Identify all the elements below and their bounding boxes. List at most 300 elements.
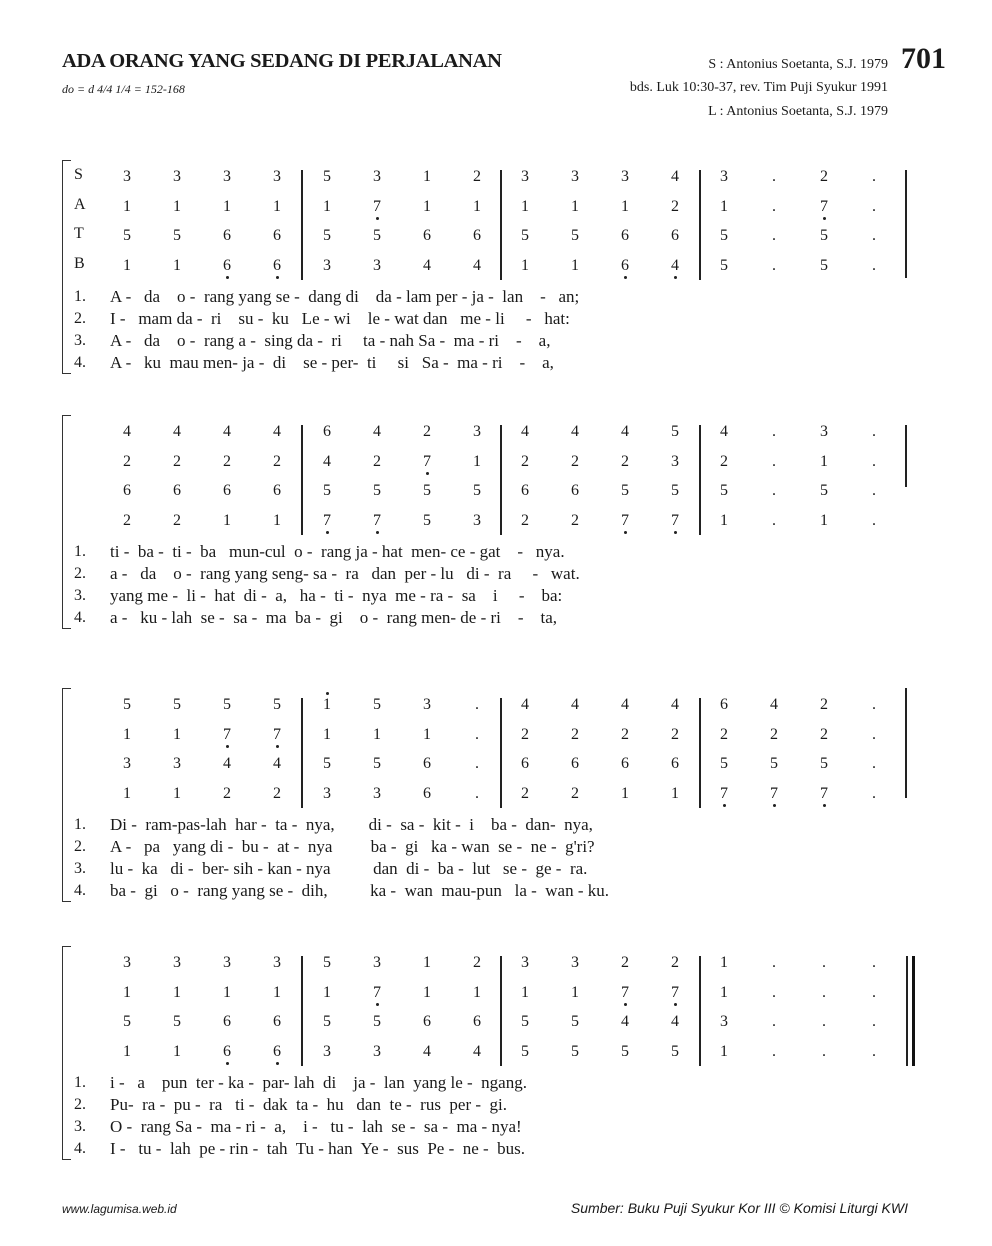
hold-dot: . bbox=[772, 1042, 776, 1060]
note: 6 bbox=[173, 482, 181, 499]
system-brace bbox=[62, 415, 71, 629]
note: 1 bbox=[323, 696, 331, 713]
note: 6 bbox=[123, 482, 131, 499]
lyric-line: yang me - li - hat di - a, ha - ti - nya me - ra - sa i - ba: bbox=[110, 586, 563, 605]
note: 3 bbox=[123, 168, 131, 185]
hold-dot: . bbox=[872, 227, 876, 244]
lyric-line: A - da o - rang a - sing da - ri ta - nah Sa - ma - ri - a, bbox=[110, 331, 551, 350]
bar-line bbox=[301, 698, 303, 808]
note: 1 bbox=[820, 452, 828, 470]
note: 4 bbox=[720, 423, 728, 440]
octave-low-dot bbox=[624, 1003, 627, 1006]
song-title: ADA ORANG YANG SEDANG DI PERJALANAN bbox=[62, 50, 502, 72]
note: 4 bbox=[423, 256, 431, 274]
note: 4 bbox=[571, 423, 579, 440]
note: 2 bbox=[521, 511, 529, 529]
note: 6 bbox=[423, 227, 431, 244]
octave-low-dot bbox=[376, 1003, 379, 1006]
note: 1 bbox=[273, 983, 281, 1001]
verse-number: 4. bbox=[74, 882, 86, 899]
voice-label: T bbox=[74, 225, 84, 242]
note: 7 bbox=[820, 197, 828, 215]
bar-line bbox=[500, 425, 502, 535]
verse-number: 3. bbox=[74, 860, 86, 877]
note: 5 bbox=[173, 227, 181, 244]
hold-dot: . bbox=[872, 197, 876, 215]
note: 5 bbox=[671, 1042, 679, 1060]
lyric-line: i - a pun ter - ka - par- lah di ja - lan yang le - ngang. bbox=[110, 1073, 527, 1092]
octave-low-dot bbox=[376, 531, 379, 534]
verse-number: 2. bbox=[74, 1096, 86, 1113]
note: 5 bbox=[571, 1042, 579, 1060]
note: 6 bbox=[223, 482, 231, 499]
note: 5 bbox=[720, 227, 728, 244]
note: 7 bbox=[373, 511, 381, 529]
verse-number: 3. bbox=[74, 587, 86, 604]
lyric-line: ti - ba - ti - ba mun-cul o - rang ja - hat men- ce - gat - nya. bbox=[110, 542, 565, 561]
note: 6 bbox=[273, 1013, 281, 1030]
verse-number: 1. bbox=[74, 816, 86, 833]
note: 5 bbox=[671, 423, 679, 440]
lyric-line: a - da o - rang yang seng- sa - ra dan per - lu di - ra - wat. bbox=[110, 564, 580, 583]
verse-number: 1. bbox=[74, 543, 86, 560]
note: 1 bbox=[173, 725, 181, 743]
note: 5 bbox=[621, 482, 629, 499]
note: 1 bbox=[123, 784, 131, 802]
note: 5 bbox=[323, 954, 331, 971]
note: 3 bbox=[173, 755, 181, 772]
bar-line bbox=[500, 698, 502, 808]
note: 4 bbox=[770, 696, 778, 713]
note: 3 bbox=[373, 784, 381, 802]
note: 1 bbox=[323, 725, 331, 743]
octave-low-dot bbox=[624, 276, 627, 279]
note: 6 bbox=[423, 755, 431, 772]
note: 2 bbox=[521, 725, 529, 743]
footer-website: www.lagumisa.web.id bbox=[62, 1202, 177, 1216]
note: 3 bbox=[473, 511, 481, 529]
note: 5 bbox=[173, 696, 181, 713]
note: 6 bbox=[273, 482, 281, 499]
bar-line bbox=[905, 688, 907, 798]
note: 6 bbox=[621, 227, 629, 244]
note: 1 bbox=[123, 725, 131, 743]
note: 5 bbox=[423, 511, 431, 529]
bar-line bbox=[699, 956, 701, 1066]
note: 2 bbox=[173, 511, 181, 529]
note: 1 bbox=[123, 256, 131, 274]
hold-dot: . bbox=[822, 954, 826, 971]
note: 2 bbox=[820, 696, 828, 713]
note: 1 bbox=[323, 983, 331, 1001]
verse-number: 1. bbox=[74, 1074, 86, 1091]
note: 5 bbox=[373, 696, 381, 713]
note: 1 bbox=[173, 197, 181, 215]
note: 1 bbox=[123, 1042, 131, 1060]
hold-dot: . bbox=[872, 482, 876, 499]
note: 1 bbox=[423, 954, 431, 971]
note: 4 bbox=[671, 1013, 679, 1030]
lyric-line: A - da o - rang yang se - dang di da - lam per - ja - lan - an; bbox=[110, 287, 580, 306]
hold-dot: . bbox=[872, 1042, 876, 1060]
note: 1 bbox=[473, 197, 481, 215]
hold-dot: . bbox=[772, 1013, 776, 1030]
verse-number: 4. bbox=[74, 1140, 86, 1157]
note: 3 bbox=[423, 696, 431, 713]
note: 5 bbox=[571, 1013, 579, 1030]
note: 5 bbox=[521, 1013, 529, 1030]
hold-dot: . bbox=[772, 954, 776, 971]
verse-number: 3. bbox=[74, 1118, 86, 1135]
note: 5 bbox=[820, 755, 828, 772]
note: 4 bbox=[621, 696, 629, 713]
note: 3 bbox=[571, 954, 579, 971]
note: 2 bbox=[521, 784, 529, 802]
note: 7 bbox=[423, 452, 431, 470]
note: 2 bbox=[373, 452, 381, 470]
hold-dot: . bbox=[872, 511, 876, 529]
note: 6 bbox=[621, 256, 629, 274]
note: 6 bbox=[571, 482, 579, 499]
note: 3 bbox=[671, 452, 679, 470]
note: 1 bbox=[323, 197, 331, 215]
note: 5 bbox=[323, 1013, 331, 1030]
hold-dot: . bbox=[872, 954, 876, 971]
note: 1 bbox=[223, 197, 231, 215]
note: 1 bbox=[571, 983, 579, 1001]
bar-line bbox=[301, 956, 303, 1066]
hold-dot: . bbox=[872, 696, 876, 713]
note: 2 bbox=[671, 197, 679, 215]
octave-high-dot bbox=[326, 692, 329, 695]
note: 4 bbox=[621, 1013, 629, 1030]
note: 1 bbox=[223, 511, 231, 529]
note: 2 bbox=[820, 168, 828, 185]
bar-line bbox=[500, 170, 502, 280]
note: 5 bbox=[720, 256, 728, 274]
note: 6 bbox=[521, 755, 529, 772]
note: 5 bbox=[720, 755, 728, 772]
lyric-line: I - mam da - ri su - ku Le - wi le - wat dan me - li - hat: bbox=[110, 309, 570, 328]
note: 1 bbox=[173, 983, 181, 1001]
note: 7 bbox=[223, 725, 231, 743]
octave-low-dot bbox=[226, 1062, 229, 1065]
voice-label: A bbox=[74, 195, 86, 213]
note: 6 bbox=[571, 755, 579, 772]
lyric-line: A - ku mau men- ja - di se - per- ti si Sa - ma - ri - a, bbox=[110, 353, 554, 372]
note: 4 bbox=[173, 423, 181, 440]
note: 5 bbox=[273, 696, 281, 713]
note: 5 bbox=[820, 227, 828, 244]
octave-low-dot bbox=[823, 804, 826, 807]
note: 7 bbox=[720, 784, 728, 802]
note: 1 bbox=[173, 784, 181, 802]
note: 3 bbox=[123, 755, 131, 772]
note: 2 bbox=[720, 452, 728, 470]
verse-number: 4. bbox=[74, 609, 86, 626]
credit-based-on: bds. Luk 10:30-37, rev. Tim Puji Syukur 1991 bbox=[629, 80, 888, 95]
note: 2 bbox=[123, 511, 131, 529]
hold-dot: . bbox=[872, 784, 876, 802]
note: 2 bbox=[571, 784, 579, 802]
octave-low-dot bbox=[276, 1062, 279, 1065]
note: 1 bbox=[423, 197, 431, 215]
note: 5 bbox=[123, 1013, 131, 1030]
note: 2 bbox=[123, 452, 131, 470]
note: 6 bbox=[521, 482, 529, 499]
note: 3 bbox=[373, 954, 381, 971]
note: 1 bbox=[423, 168, 431, 185]
bar-line bbox=[301, 425, 303, 535]
note: 3 bbox=[521, 168, 529, 185]
note: 6 bbox=[621, 755, 629, 772]
note: 1 bbox=[273, 511, 281, 529]
note: 3 bbox=[571, 168, 579, 185]
note: 7 bbox=[820, 784, 828, 802]
note: 4 bbox=[223, 423, 231, 440]
note: 2 bbox=[223, 784, 231, 802]
note: 2 bbox=[770, 725, 778, 743]
hold-dot: . bbox=[772, 168, 776, 185]
note: 5 bbox=[473, 482, 481, 499]
note: 5 bbox=[373, 482, 381, 499]
octave-low-dot bbox=[674, 1003, 677, 1006]
note: 4 bbox=[571, 696, 579, 713]
note: 7 bbox=[671, 983, 679, 1001]
octave-low-dot bbox=[823, 217, 826, 220]
note: 3 bbox=[621, 168, 629, 185]
verse-number: 4. bbox=[74, 354, 86, 371]
hymn-number: 701 bbox=[901, 42, 946, 75]
system-brace bbox=[62, 160, 71, 374]
voice-label: B bbox=[74, 254, 85, 272]
note: 6 bbox=[473, 1013, 481, 1030]
note: 1 bbox=[621, 784, 629, 802]
note: 4 bbox=[521, 423, 529, 440]
note: 5 bbox=[521, 1042, 529, 1060]
note: 5 bbox=[373, 227, 381, 244]
hold-dot: . bbox=[772, 511, 776, 529]
note: 2 bbox=[621, 725, 629, 743]
note: 3 bbox=[521, 954, 529, 971]
note: 2 bbox=[273, 784, 281, 802]
note: 7 bbox=[621, 511, 629, 529]
hold-dot: . bbox=[872, 725, 876, 743]
note: 4 bbox=[323, 452, 331, 470]
note: 3 bbox=[223, 168, 231, 185]
note: 5 bbox=[621, 1042, 629, 1060]
octave-low-dot bbox=[723, 804, 726, 807]
note: 2 bbox=[621, 452, 629, 470]
note: 1 bbox=[473, 452, 481, 470]
note: 5 bbox=[671, 482, 679, 499]
hold-dot: . bbox=[872, 168, 876, 185]
note: 2 bbox=[223, 452, 231, 470]
note: 1 bbox=[820, 511, 828, 529]
note: 2 bbox=[820, 725, 828, 743]
note: 3 bbox=[323, 1042, 331, 1060]
note: 6 bbox=[223, 1042, 231, 1060]
note: 5 bbox=[373, 755, 381, 772]
lyric-line: Pu- ra - pu - ra ti - dak ta - hu dan te - rus per - gi. bbox=[110, 1095, 508, 1114]
footer-source: Sumber: Buku Puji Syukur Kor III © Komisi Liturgi KWI bbox=[570, 1200, 908, 1216]
hold-dot: . bbox=[475, 755, 479, 772]
system-brace bbox=[62, 946, 71, 1160]
final-bar-thin bbox=[906, 956, 908, 1066]
octave-low-dot bbox=[276, 276, 279, 279]
note: 2 bbox=[521, 452, 529, 470]
hold-dot: . bbox=[872, 755, 876, 772]
note: 1 bbox=[423, 983, 431, 1001]
verse-number: 2. bbox=[74, 838, 86, 855]
hold-dot: . bbox=[772, 256, 776, 274]
note: 2 bbox=[173, 452, 181, 470]
hold-dot: . bbox=[475, 725, 479, 743]
tempo-marking: do = d 4/4 1/4 = 152-168 bbox=[62, 82, 185, 96]
note: 2 bbox=[720, 725, 728, 743]
note: 2 bbox=[671, 725, 679, 743]
note: 7 bbox=[621, 983, 629, 1001]
credit-composer: S : Antonius Soetanta, S.J. 1979 bbox=[708, 57, 888, 72]
octave-low-dot bbox=[226, 276, 229, 279]
note: 6 bbox=[223, 1013, 231, 1030]
note: 7 bbox=[273, 725, 281, 743]
note: 2 bbox=[571, 452, 579, 470]
note: 4 bbox=[273, 755, 281, 772]
note: 1 bbox=[720, 1042, 728, 1060]
note: 4 bbox=[273, 423, 281, 440]
note: 1 bbox=[571, 197, 579, 215]
note: 1 bbox=[273, 197, 281, 215]
system-brace bbox=[62, 688, 71, 902]
note: 3 bbox=[223, 954, 231, 971]
verse-number: 1. bbox=[74, 288, 86, 305]
bar-line bbox=[905, 425, 907, 487]
credit-lyricist: L : Antonius Soetanta, S.J. 1979 bbox=[708, 104, 888, 119]
bar-line bbox=[699, 170, 701, 280]
bar-line bbox=[699, 425, 701, 535]
note: 4 bbox=[473, 1042, 481, 1060]
note: 2 bbox=[621, 954, 629, 971]
hold-dot: . bbox=[772, 482, 776, 499]
note: 4 bbox=[373, 423, 381, 440]
note: 4 bbox=[671, 256, 679, 274]
note: 4 bbox=[671, 696, 679, 713]
note: 1 bbox=[423, 725, 431, 743]
lyric-line: lu - ka di - ber- sih - kan - nya dan di - ba - lut se - ge - ra. bbox=[110, 859, 588, 878]
note: 6 bbox=[423, 1013, 431, 1030]
note: 3 bbox=[123, 954, 131, 971]
note: 4 bbox=[423, 1042, 431, 1060]
note: 6 bbox=[671, 755, 679, 772]
hold-dot: . bbox=[872, 452, 876, 470]
hold-dot: . bbox=[872, 983, 876, 1001]
note: 3 bbox=[273, 954, 281, 971]
note: 5 bbox=[423, 482, 431, 499]
note: 4 bbox=[521, 696, 529, 713]
octave-low-dot bbox=[376, 217, 379, 220]
hold-dot: . bbox=[822, 983, 826, 1001]
note: 1 bbox=[720, 983, 728, 1001]
verse-number: 3. bbox=[74, 332, 86, 349]
hold-dot: . bbox=[872, 256, 876, 274]
note: 3 bbox=[373, 1042, 381, 1060]
note: 1 bbox=[571, 256, 579, 274]
hold-dot: . bbox=[872, 423, 876, 440]
note: 1 bbox=[123, 197, 131, 215]
verse-number: 2. bbox=[74, 565, 86, 582]
note: 5 bbox=[521, 227, 529, 244]
lyric-line: a - ku - lah se - sa - ma ba - gi o - rang men- de - ri - ta, bbox=[110, 608, 558, 627]
note: 3 bbox=[273, 168, 281, 185]
note: 6 bbox=[423, 784, 431, 802]
note: 5 bbox=[123, 696, 131, 713]
note: 6 bbox=[273, 256, 281, 274]
hold-dot: . bbox=[872, 1013, 876, 1030]
note: 1 bbox=[173, 256, 181, 274]
note: 5 bbox=[323, 227, 331, 244]
note: 6 bbox=[223, 256, 231, 274]
hold-dot: . bbox=[772, 983, 776, 1001]
note: 2 bbox=[571, 511, 579, 529]
note: 6 bbox=[323, 423, 331, 440]
note: 1 bbox=[720, 197, 728, 215]
lyric-line: ba - gi o - rang yang se - dih, ka - wan mau-pun la - wan - ku. bbox=[110, 881, 610, 900]
note: 2 bbox=[571, 725, 579, 743]
note: 3 bbox=[373, 168, 381, 185]
voice-label: S bbox=[74, 166, 83, 183]
note: 3 bbox=[173, 168, 181, 185]
note: 2 bbox=[473, 168, 481, 185]
octave-low-dot bbox=[326, 531, 329, 534]
note: 7 bbox=[373, 197, 381, 215]
note: 3 bbox=[720, 168, 728, 185]
note: 1 bbox=[671, 784, 679, 802]
note: 1 bbox=[373, 725, 381, 743]
lyric-line: A - pa yang di - bu - at - nya ba - gi ka - wan se - ne - g'ri? bbox=[110, 837, 595, 856]
bar-line bbox=[699, 698, 701, 808]
verse-number: 2. bbox=[74, 310, 86, 327]
note: 1 bbox=[173, 1042, 181, 1060]
final-bar-thick bbox=[912, 956, 915, 1066]
note: 3 bbox=[720, 1013, 728, 1030]
note: 4 bbox=[473, 256, 481, 274]
note: 7 bbox=[770, 784, 778, 802]
bar-line bbox=[905, 170, 907, 278]
note: 6 bbox=[273, 227, 281, 244]
note: 4 bbox=[223, 755, 231, 772]
note: 1 bbox=[521, 256, 529, 274]
hold-dot: . bbox=[822, 1013, 826, 1030]
note: 6 bbox=[273, 1042, 281, 1060]
note: 5 bbox=[323, 755, 331, 772]
lyric-line: Di - ram-pas-lah har - ta - nya, di - sa - kit - i ba - dan- nya, bbox=[110, 815, 593, 834]
octave-low-dot bbox=[276, 745, 279, 748]
note: 5 bbox=[123, 227, 131, 244]
note: 7 bbox=[671, 511, 679, 529]
octave-low-dot bbox=[426, 472, 429, 475]
note: 3 bbox=[473, 423, 481, 440]
note: 1 bbox=[621, 197, 629, 215]
note: 2 bbox=[473, 954, 481, 971]
note: 5 bbox=[323, 168, 331, 185]
note: 4 bbox=[621, 423, 629, 440]
note: 2 bbox=[273, 452, 281, 470]
octave-low-dot bbox=[773, 804, 776, 807]
hold-dot: . bbox=[772, 423, 776, 440]
note: 1 bbox=[521, 197, 529, 215]
note: 5 bbox=[820, 482, 828, 499]
